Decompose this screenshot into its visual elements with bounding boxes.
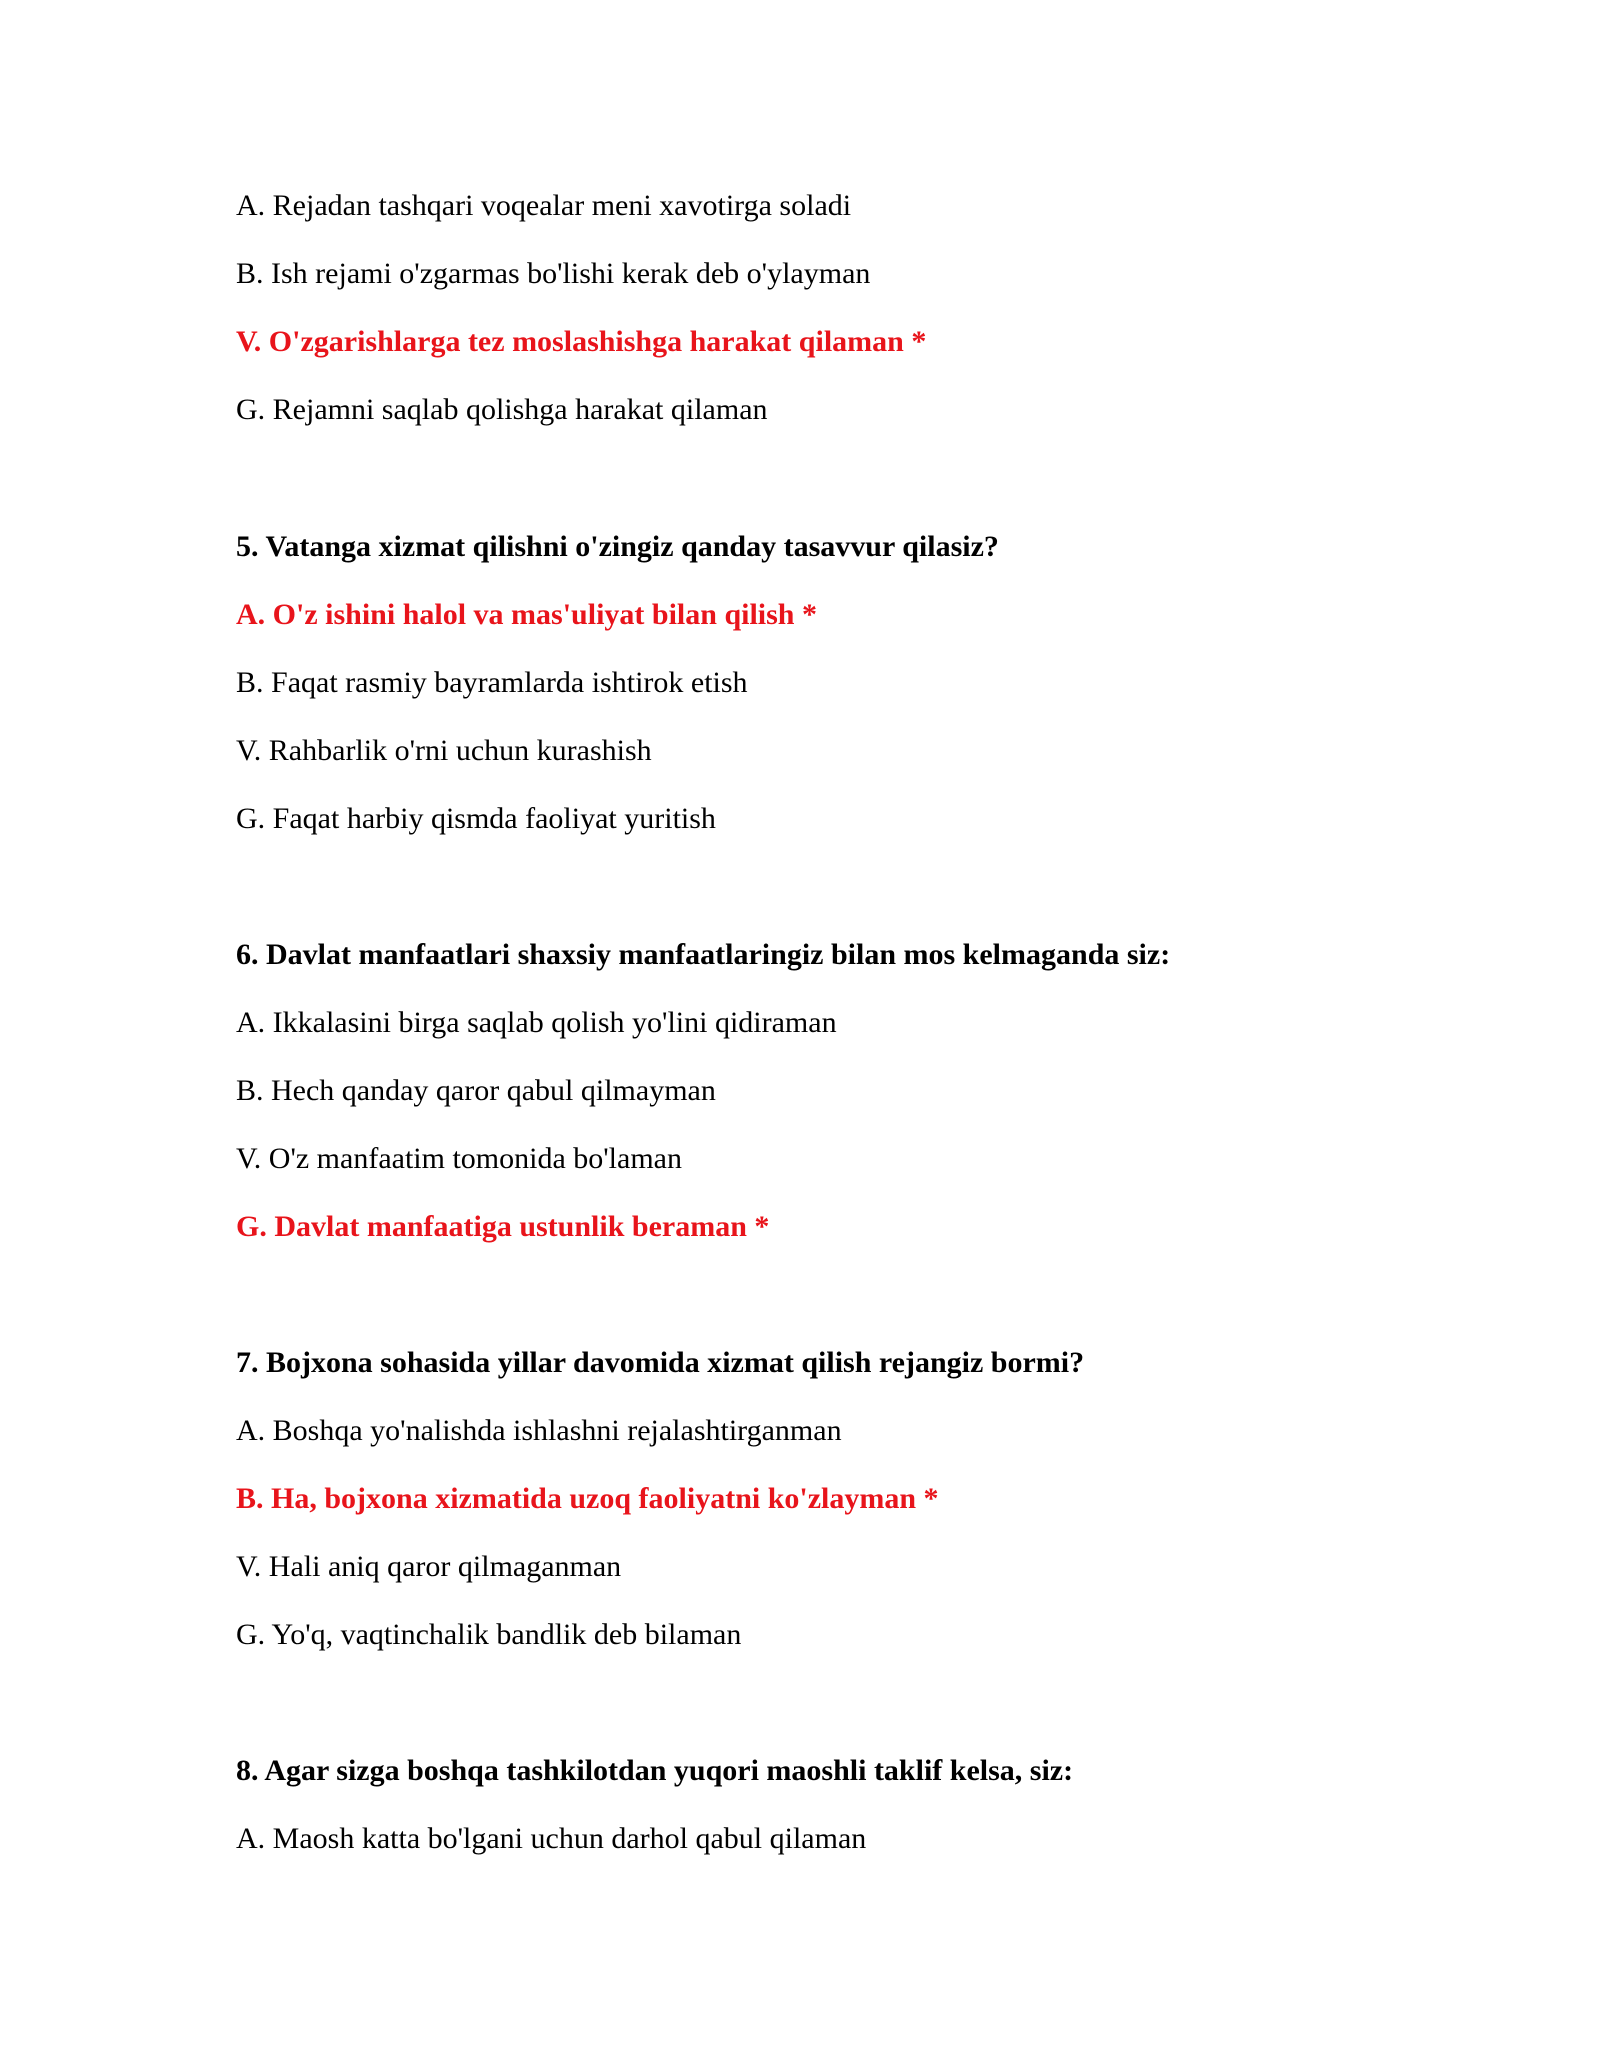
option-line: B. Hech qanday qaror qabul qilmayman: [236, 1074, 716, 1107]
option-line: B. Ish rejami o'zgarmas bo'lishi kerak deb o'ylayman: [236, 257, 871, 290]
option-line: A. Maosh katta bo'lgani uchun darhol qabul qilaman: [236, 1822, 867, 1855]
correct-option-line: G. Davlat manfaatiga ustunlik beraman *: [236, 1210, 770, 1243]
option-line: A. Ikkalasini birga saqlab qolish yo'lini qidiraman: [236, 1006, 837, 1039]
question-heading: 7. Bojxona sohasida yillar davomida xizmat qilish rejangiz bormi?: [236, 1346, 1085, 1379]
option-line: A. Boshqa yo'nalishda ishlashni rejalashtirganman: [236, 1414, 842, 1447]
option-line: G. Faqat harbiy qismda faoliyat yuritish: [236, 802, 716, 835]
correct-option-line: B. Ha, bojxona xizmatida uzoq faoliyatni ko'zlayman *: [236, 1482, 939, 1515]
correct-option-line: A. O'z ishini halol va mas'uliyat bilan qilish *: [236, 598, 817, 631]
option-line: V. O'z manfaatim tomonida bo'laman: [236, 1142, 682, 1175]
option-line: B. Faqat rasmiy bayramlarda ishtirok etish: [236, 666, 748, 699]
question-heading: 5. Vatanga xizmat qilishni o'zingiz qanday tasavvur qilasiz?: [236, 530, 999, 563]
option-line: A. Rejadan tashqari voqealar meni xavotirga soladi: [236, 189, 852, 222]
option-line: G. Rejamni saqlab qolishga harakat qilaman: [236, 393, 768, 426]
question-heading: 6. Davlat manfaatlari shaxsiy manfaatlaringiz bilan mos kelmaganda siz:: [236, 938, 1171, 971]
question-heading: 8. Agar sizga boshqa tashkilotdan yuqori maoshli taklif kelsa, siz:: [236, 1754, 1074, 1787]
option-line: V. Hali aniq qaror qilmaganman: [236, 1550, 622, 1583]
option-line: G. Yo'q, vaqtinchalik bandlik deb bilaman: [236, 1618, 742, 1651]
correct-option-line: V. O'zgarishlarga tez moslashishga harakat qilaman *: [236, 325, 927, 358]
option-line: V. Rahbarlik o'rni uchun kurashish: [236, 734, 652, 767]
